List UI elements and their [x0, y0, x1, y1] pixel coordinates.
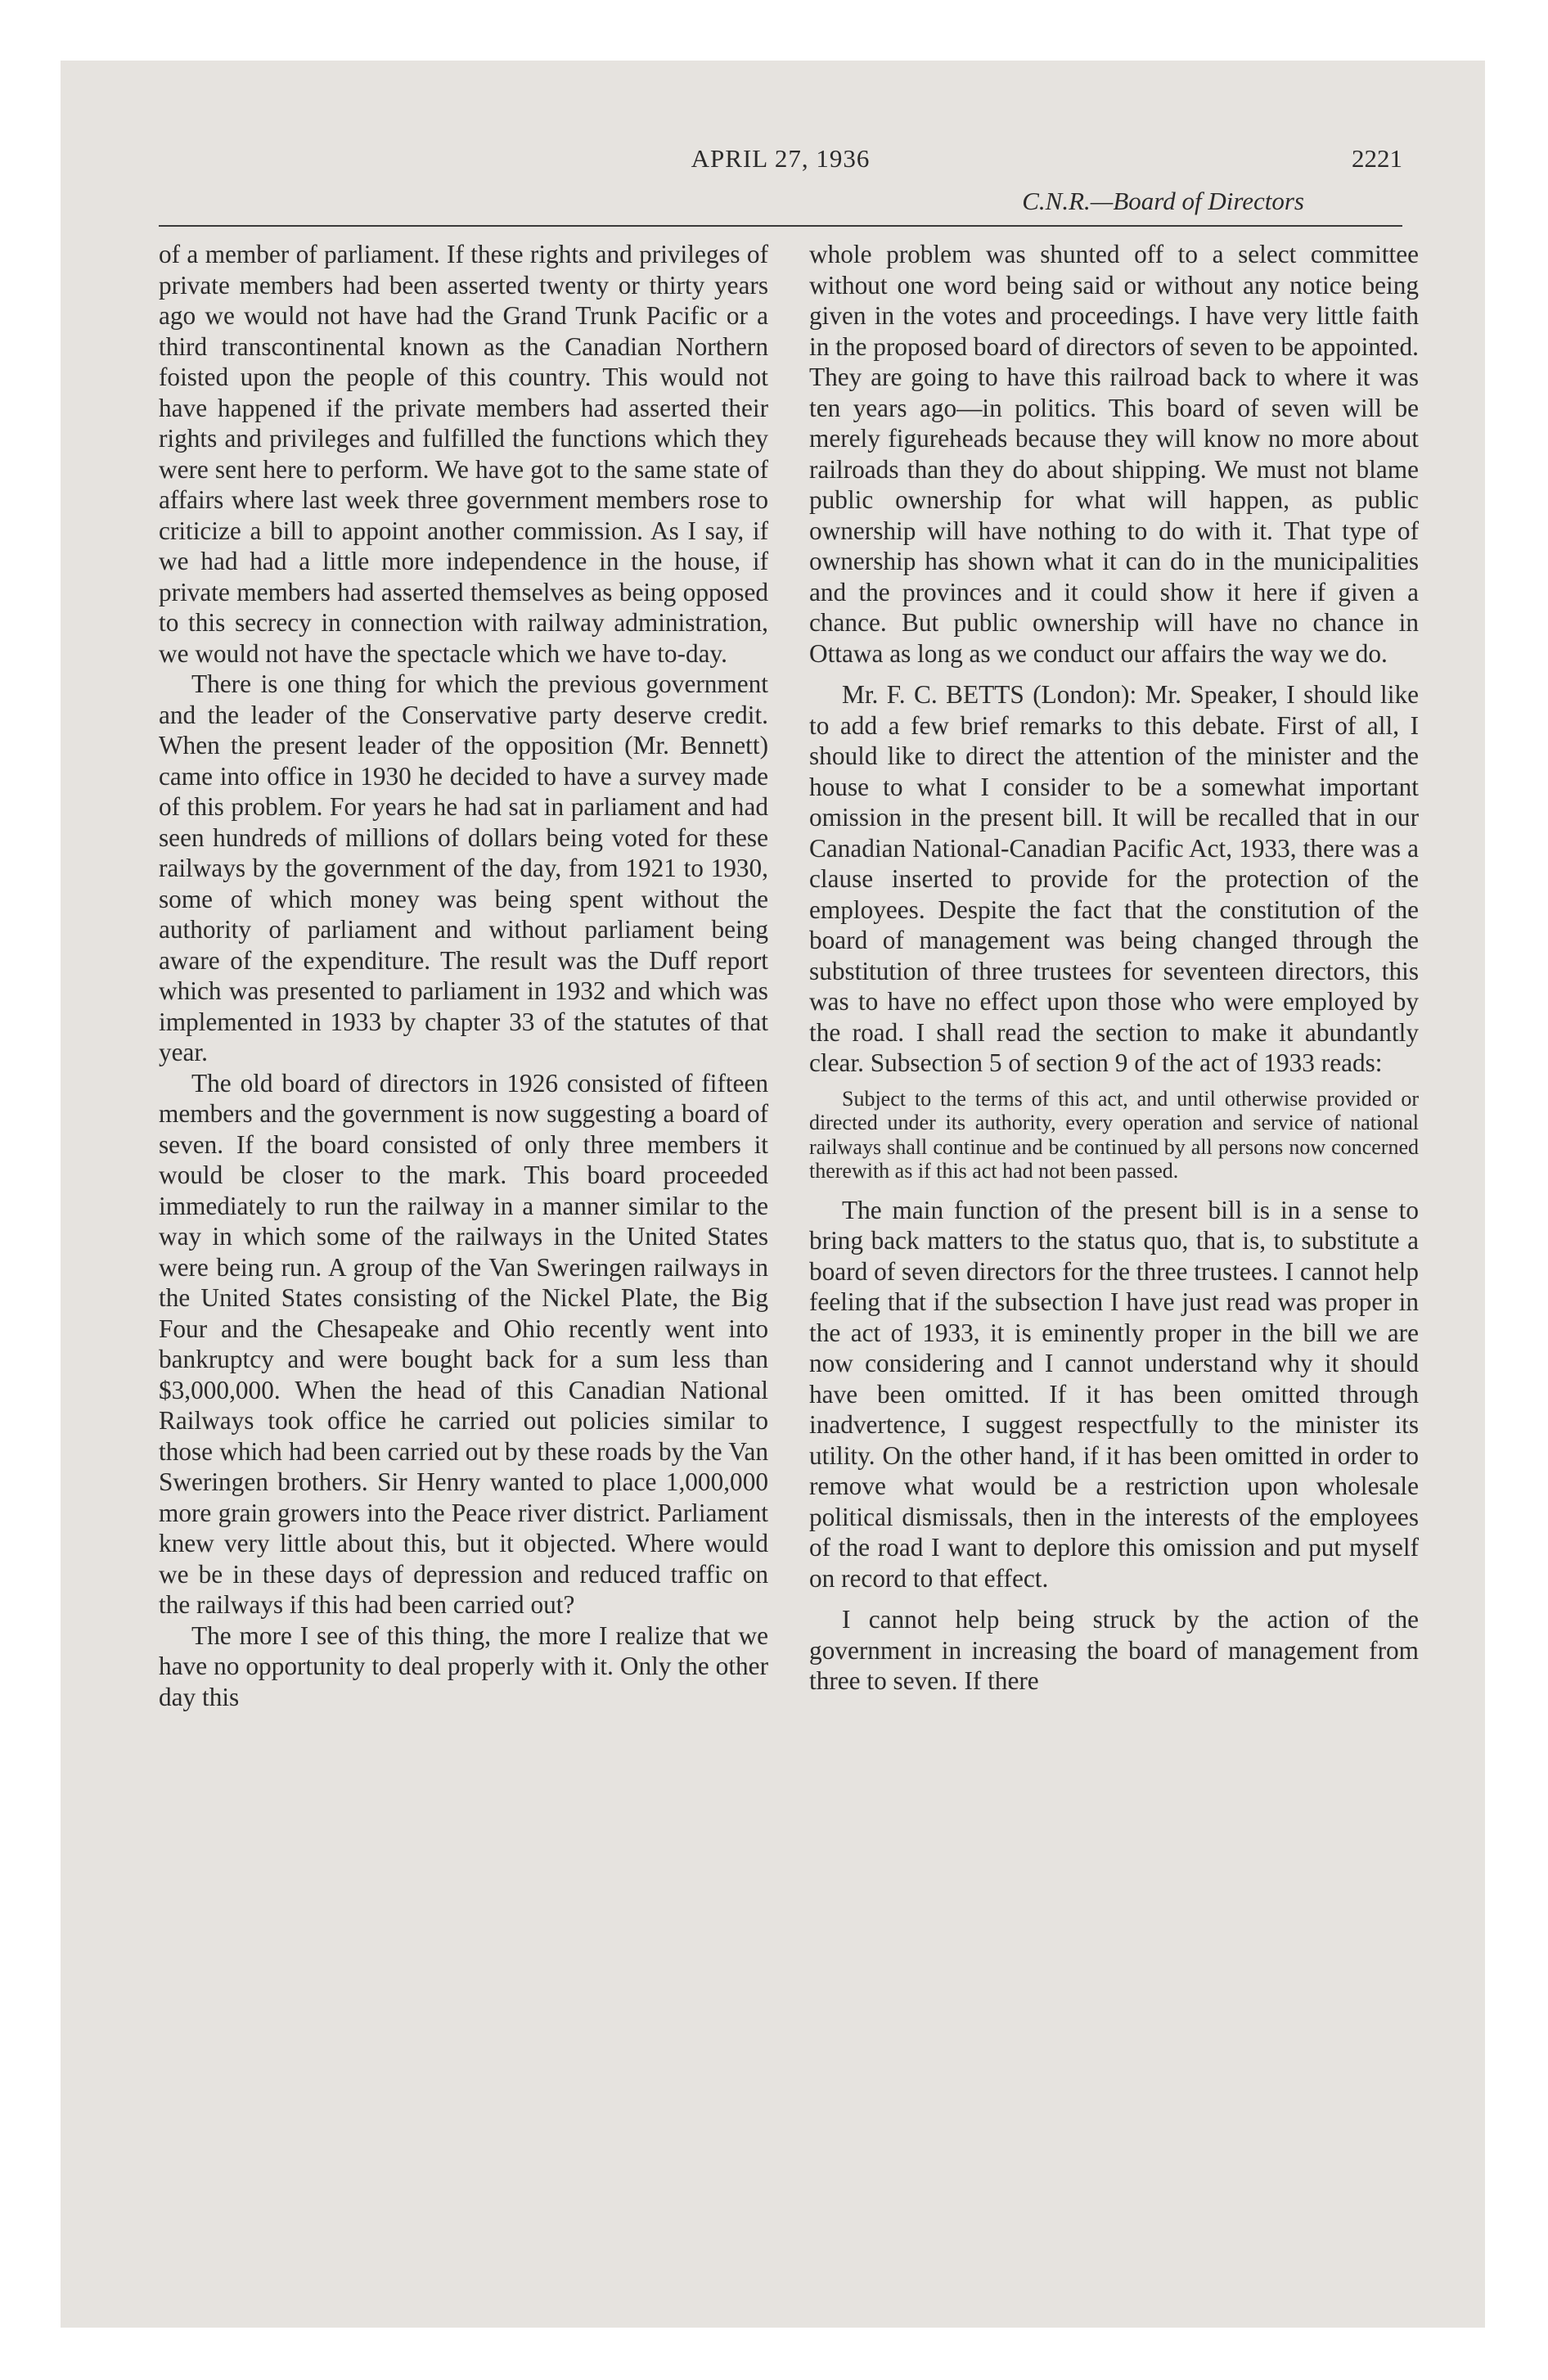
header-date: APRIL 27, 1936: [691, 144, 871, 173]
right-column: [809, 239, 1419, 1697]
running-title: C.N.R.—Board of Directors: [1022, 187, 1304, 215]
page-content: [159, 144, 1419, 2272]
header-rule: [159, 225, 1402, 227]
scanned-page: [61, 61, 1485, 2328]
speech-betts: Mr. F. C. BETTS (London): Mr. Speaker, I should like to add a few brief remarks to this debate. First of all, I should like to direct the attention of the minister and the house to what I consider to be a somewhat important omission in the present bill. It will be recalled that in our Canadian National-Canadian Pacific Act, 1933, there was a clause inserted to provide for the protection of the employees. Despite the fact that the constitution of the board of management was being changed through the substitution of three trustees for seventeen directors, this was to have no effect upon those who were employed by the road. I shall read the section to make it abundantly clear. Subsection 5 of section 9 of the act of 1933 reads:: [809, 680, 1419, 1077]
left-paragraph-1: of a member of parliament. If these rights and privileges of private members had been asserted twenty or thirty years ago we would not have had the Grand Trunk Pacific or a third transcontinental known as the Canadian Northern foisted upon the people of this country. This would not have happened if the private members had asserted their rights and privileges and fulfilled the functions which they were sent here to perform. We have got to the same state of affairs where last week three government members rose to criticize a bill to appoint another commission. As I say, if we had had a little more independence in the house, if private members had asserted themselves as being opposed to this secrecy in connection with railway administration, we would not have the spectacle which we have to-day.: [159, 240, 768, 668]
left-paragraph-2: There is one thing for which the previous government and the leader of the Conservative party deserve credit. When the present leader of the opposition (Mr. Bennett) came into office in 1930 he decided to have a survey made of this problem. For years he had sat in parliament and had seen hundreds of millions of dollars being voted for these railways by the government of the day, from 1921 to 1930, some of which money was being spent without the authority of parliament and without parliament being aware of the expenditure. The result was the Duff report which was presented to parliament in 1932 and which was implemented in 1933 by chapter 33 of the statutes of that year.: [159, 669, 768, 1066]
right-paragraph-continuation: whole problem was shunted off to a select committee without one word being said or without any notice being given in the votes and proceedings. I have very little faith in the proposed board of directors of seven to be appointed. They are going to have this railroad back to where it was ten years ago—in politics. This board of seven will be merely figureheads because they will know no more about railroads than they do about shipping. We must not blame public ownership for what will happen, as public ownership will have nothing to do with it. That type of ownership has shown what it can do in the municipalities and the provinces and it could show it here if given a chance. But public ownership will have no chance in Ottawa as long as we conduct our affairs the way we do.: [809, 240, 1419, 668]
page-number: 2221: [1352, 144, 1402, 173]
left-column: [159, 239, 768, 1712]
left-paragraph-3: The old board of directors in 1926 consisted of fifteen members and the government is now suggesting a board of seven. If the board consisted of only three members it would be closer to the mark. This board proceeded immediately to run the railway in a manner similar to the way in which some of the railways in the United States were being run. A group of the Van Sweringen railways in the United States consisting of the Nickel Plate, the Big Four and the Chesapeake and Ohio recently went into bankruptcy and were bought back for a sum less than $3,000,000. When the head of this Canadian National Railways took office he carried out policies similar to those which had been carried out by these roads by the Van Sweringen brothers. Sir Henry wanted to place 1,000,000 more grain growers into the Peace river district. Parliament knew very little about this, but it objected. Where would we be in these days of depression and reduced traffic on the railways if this had been carried out?: [159, 1068, 768, 1619]
left-paragraph-4: The more I see of this thing, the more I realize that we have no opportunity to deal properly with it. Only the other day this: [159, 1620, 768, 1711]
right-paragraph-last: I cannot help being struck by the action of the government in increasing the board of management from three to seven. If there: [809, 1605, 1419, 1695]
page-header: [159, 144, 1402, 188]
quoted-subsection: Subject to the terms of this act, and until otherwise provided or directed under its authority, every operation and service of national railways shall continue and be continued by all persons now concerned therewith as if this act had not been passed.: [809, 1086, 1419, 1183]
right-paragraph-after-quote: The main function of the present bill is in a sense to bring back matters to the status quo, that is, to substitute a board of seven directors for the three trustees. I cannot help feeling that if the subsection I have just read was proper in the act of 1933, it is eminently proper in the bill we are now considering and I cannot understand why it should have been omitted. If it has been omitted through inadvertence, I suggest respectfully to the minister its utility. On the other hand, if it has been omitted in order to remove what would be a restriction upon wholesale political dismissals, then in the interests of the employees of the road I want to deplore this omission and put myself on record to that effect.: [809, 1195, 1419, 1593]
